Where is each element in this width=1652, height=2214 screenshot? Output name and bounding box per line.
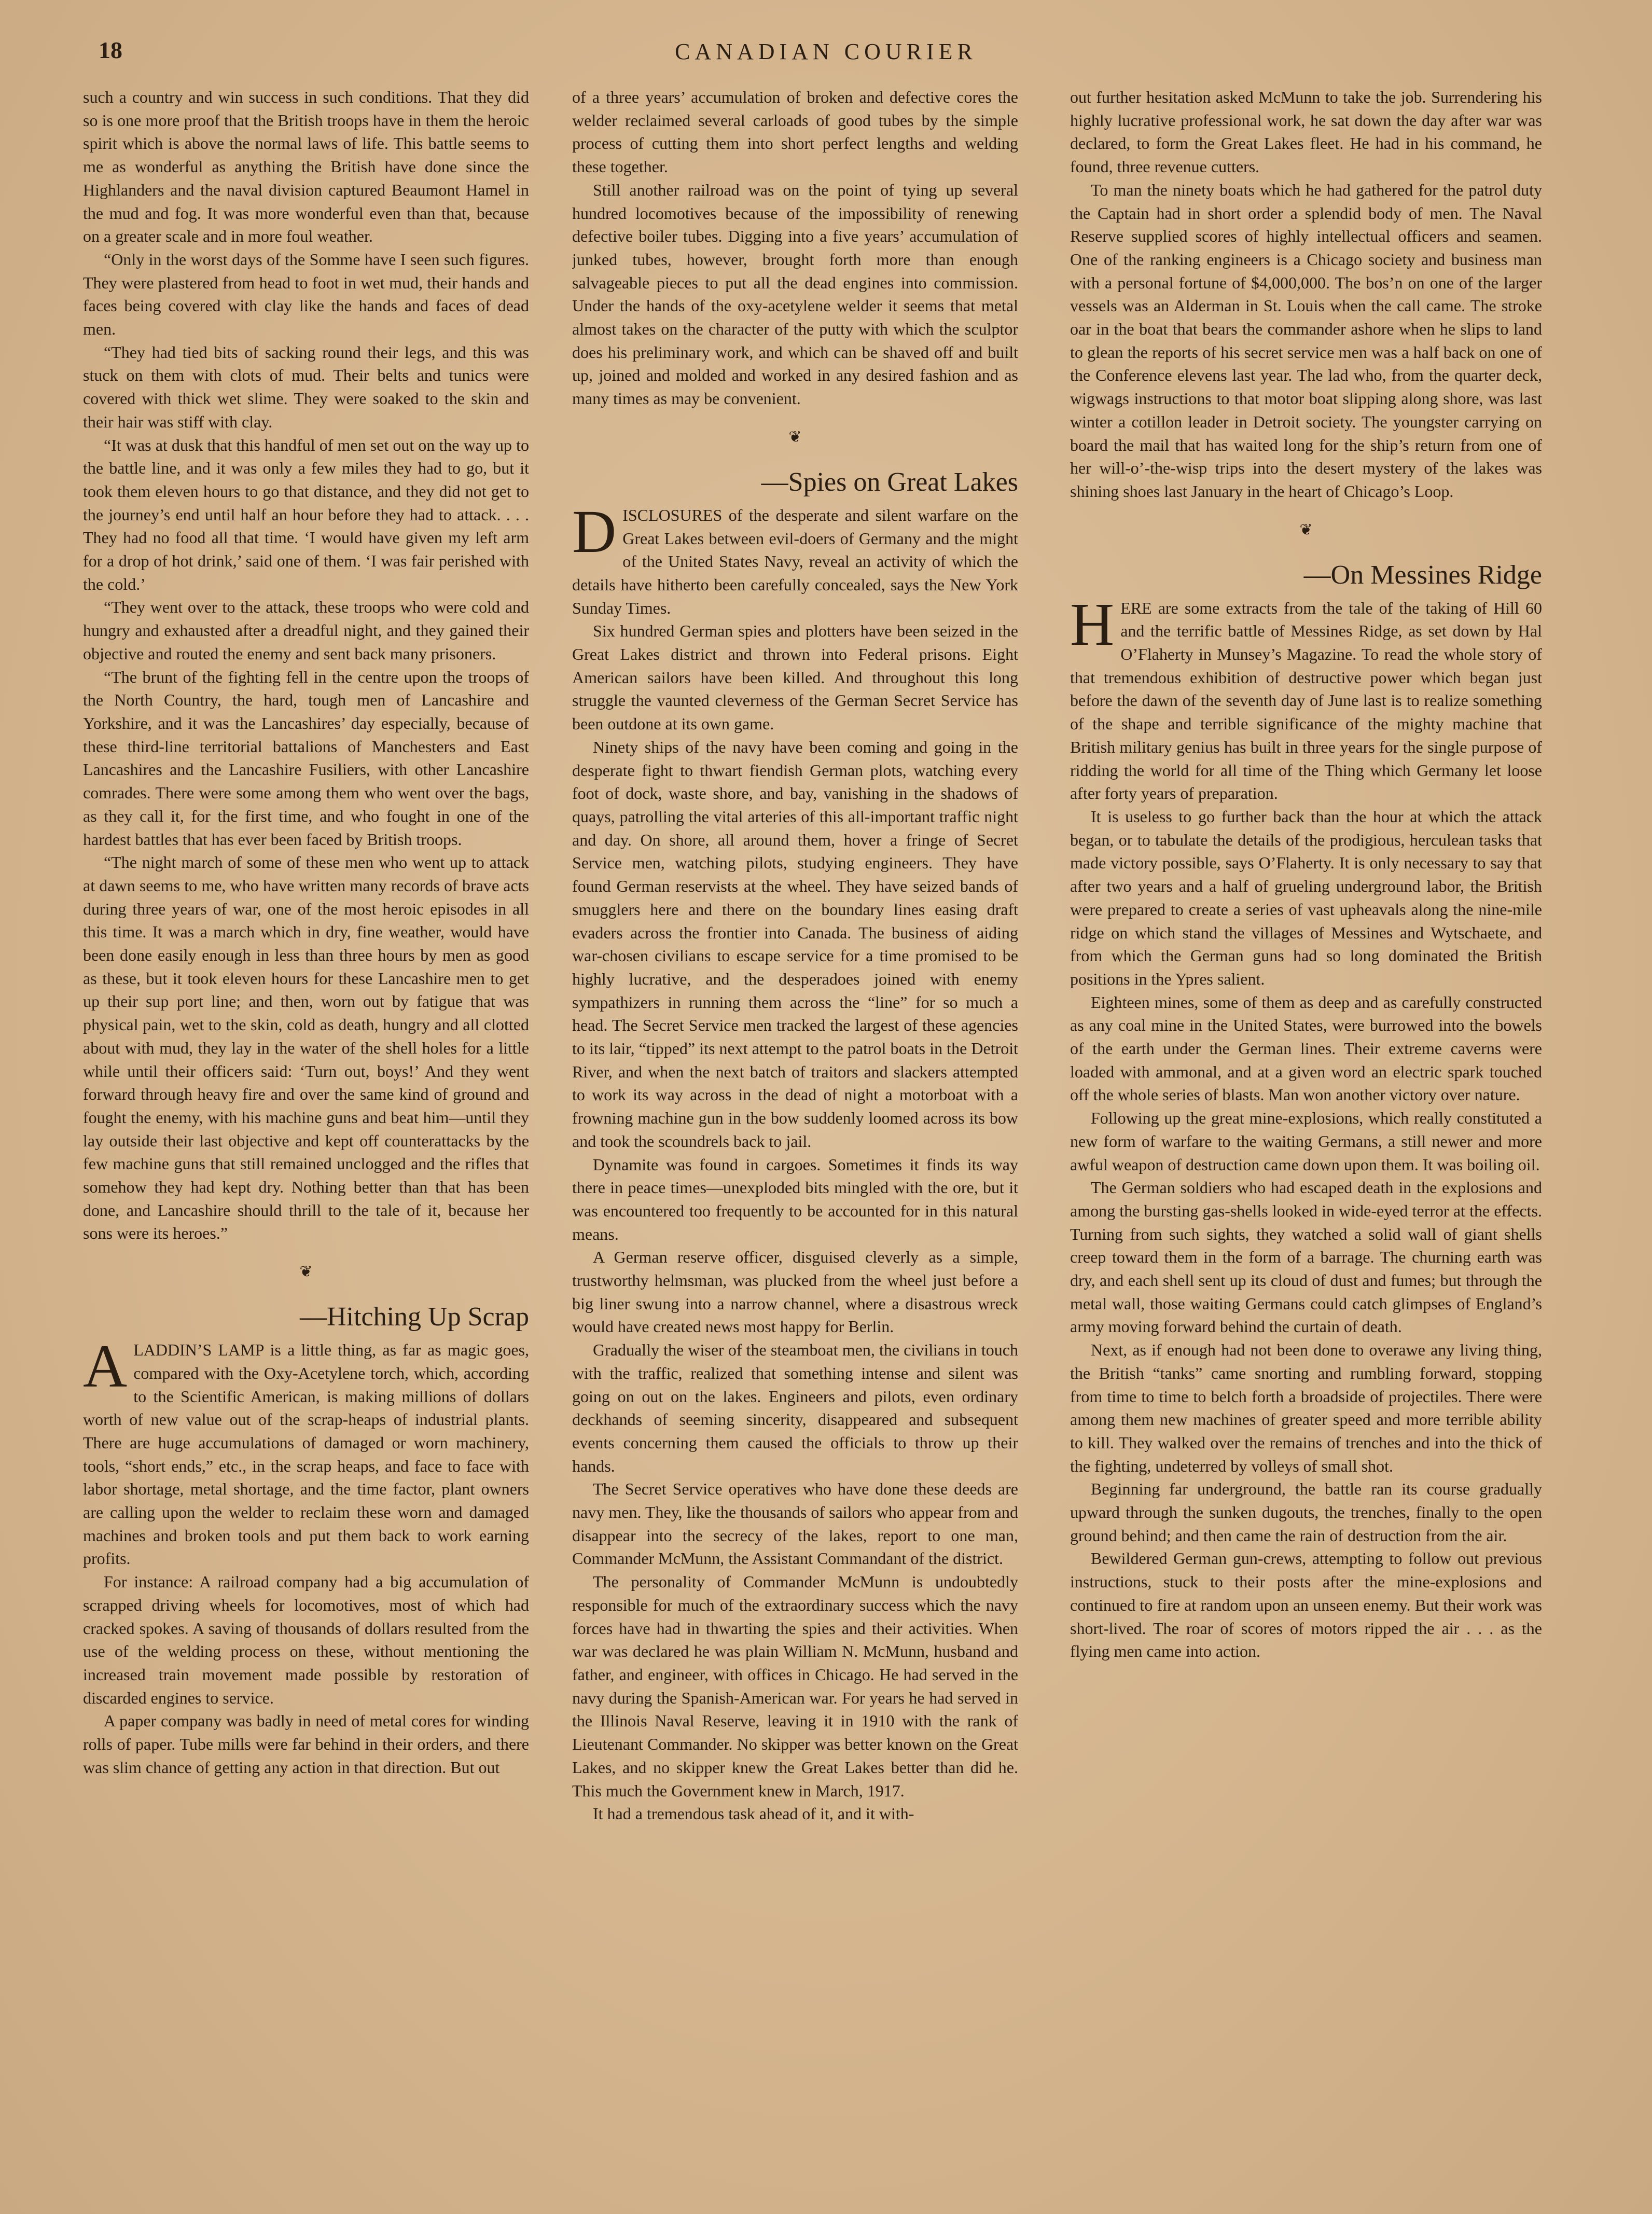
column-1: [83, 86, 529, 2140]
paragraph: Beginning far underground, the battle ran its course gradually upward through the sunken dugouts, the trenches, finally to the open ground behind; and then came the rain of destruction from the air.: [1070, 1479, 1542, 1545]
section-separator: ❦: [1299, 521, 1313, 538]
paragraph: out further hesitation asked McMunn to take the job. Surrendering his highly lucrative professional work, he sat down the day after war was declared, to form the Great Lakes fleet. He had in his command, he found, three revenue cutters.: [1070, 88, 1542, 176]
section-separator: ❦: [788, 428, 802, 446]
paragraph: Gradually the wiser of the steamboat men, the civilians in touch with the traffic, realized that something intense and silent was going on out on the lakes. Engineers and pilots, even ordinary deckhands of seeming sincerity, disappeared and subsequent events concerning them caused the officials to throw up their hands.: [572, 1340, 1018, 1475]
paragraph: such a country and win success in such conditions. That they did so is one more proof that the British troops have in them the heroic spirit which is above the normal laws of life. This battle seems to me as wonderful as anything the British have done since the Highlanders and the naval division captured Beaumont Hamel in the mud and fog. It was more wonderful even than that, because on a greater scale and in more foul weather.: [83, 88, 529, 246]
paragraph: Eighteen mines, some of them as deep and as carefully constructed as any coal mine in the United States, were burrowed into the bowels of the earth under the German lines. Their extreme caverns were loaded with ammonal, and at a given word an electric spark touched off the whole series of blasts. Man won another victory over nature.: [1070, 992, 1542, 1104]
paragraph: Dynamite was found in cargoes. Sometimes it finds its way there in peace times—unexploded bits mingled with the ore, but it was encountered too frequently to be accounted for in this natural means.: [572, 1155, 1018, 1243]
article-lead: [1070, 590, 1542, 805]
paragraph: “They had tied bits of sacking round their legs, and this was stuck on them with clots of mud. Their belts and tunics were covered with thick wet slime. They were soaked to the skin and their hair was stiff with clay.: [83, 342, 529, 431]
lead-text: ISCLOSURES of the desperate and silent warfare on the Great Lakes between evil-doers of Germany and the might of the United States Navy, reveal an activity of which the details have hitherto been carefully concealed, says the New York Sunday Times.: [572, 505, 1018, 617]
article-headline: —Spies on Great Lakes: [761, 467, 1018, 497]
page-number: 18: [99, 37, 122, 63]
paragraph: A paper company was badly in need of metal cores for winding rolls of paper. Tube mills were far behind in their orders, and there was slim chance of getting any action in that direction. But out: [83, 1711, 529, 1777]
paragraph: The personality of Commander McMunn is undoubtedly responsible for much of the extraordinary success which the navy forces have had in thwarting the spies and their activities. When war was declared he was plain William N. McMunn, husband and father, and engineer, with offices in Chicago. He had served in the navy during the Spanish-American war. For years he had served in the Illinois Naval Reserve, leaving it in 1910 with the rank of Lieutenant Commander. No skipper was better known on the Great Lakes, and no skipper knew the Great Lakes better than did he. This much the Government knew in March, 1917.: [572, 1572, 1018, 1800]
article-headline: —Hitching Up Scrap: [300, 1302, 529, 1332]
paragraph: It had a tremendous task ahead of it, and it with-: [593, 1804, 914, 1823]
paragraph: “It was at dusk that this handful of men set out on the way up to the battle line, and it was only a few miles they had to go, but it took them eleven hours to go that distance, and they did not get to the journey’s end until half an hour before they had to attack. . . . They had no food all that time. ‘I would have given my left arm for a drop of hot drink,’ said one of them. ‘I was fair perished with the cold.’: [83, 435, 529, 593]
paragraph: “Only in the worst days of the Somme have I seen such figures. They were plastered from head to foot in wet mud, their hands and faces being covered with clay like the hands and faces of dead men.: [83, 250, 529, 339]
paragraph: “The night march of some of these men who went up to attack at dawn seems to me, who have written many records of brave acts during three years of war, one of the most heroic episodes in all this time. It was a march which in dry, fine weather, would have been done easily enough in less than three hours by men as good as these, but it took eleven hours for these Lancashire men to get up their sup port line; and then, worn out by fatigue that was physical pain, wet to the skin, cold as death, hungry and all clotted about with mud, they lay in the water of the shell holes for a little while until their officers said: ‘Turn out, boys!’ And they went forward through heavy fire and over the same kind of ground and fought the enemy, with his machine guns and beat him—until they lay outside their last objective and kept off counterattacks by the few machine guns that still remained unclogged and the rifles that somehow they had kept dry. Nothing better than that has been done, and Lancashire should thrill to the tale of it, because her sons were its heroes.”: [83, 853, 529, 1243]
paragraph: Next, as if enough had not been done to overawe any living thing, the British “tanks” came snorting and rumbling forward, stopping from time to time to belch forth a broadside of projectiles. There were among them new machines of greater speed and more terrible ability to kill. They walked over the remains of trenches and into the thick of the fighting, undeterred by volleys of small shot.: [1070, 1340, 1542, 1475]
paragraph: Following up the great mine-explosions, which really constituted a new form of warfare to the waiting Germans, a still newer and more awful weapon of destruction came down upon them. It was boiling oil.: [1070, 1109, 1542, 1174]
paragraph: “The brunt of the fighting fell in the centre upon the troops of the North Country, the hard, tough men of Lancashire and Yorkshire, and it was the Lancashires’ day especially, because of these third-line territorial battalions of Manchesters and East Lancashires and the Lancashire Fusiliers, with other Lancashire comrades. There were some among them who went over the bags, as they call it, for the first time, and who fought in one of the hardest battles that has ever been faced by British troops.: [83, 667, 529, 849]
paragraph: Ninety ships of the navy have been coming and going in the desperate fight to thwart fiendish German plots, watching every foot of dock, waste shore, and bay, vanishing in the shadows of quays, patrolling the vital arteries of this all-important traffic night and day. On shore, all around them, hover a fringe of Secret Service men, watching pilots, studying engineers. They have found German reservists at the wheel. They have seized bands of smugglers here and there on the boundary lines easing draft evaders across the frontier into Canada. The business of aiding war-chosen civilians to escape service for a time promised to be highly lucrative, and the desperadoes joined with enemy sympathizers in running them across the “line” for so much a head. The Secret Service men tracked the largest of these agencies to its lair, “tipped” its next attempt to the patrol boats in the Detroit River, and when the next batch of traitors and slackers attempted to work its way across in the dead of night a motorboat with a frowning machine gun in the bow suddenly loomed across its bow and took the scoundrels back to jail.: [572, 737, 1018, 1151]
article-lead: [83, 1332, 529, 1570]
paragraph: The German soldiers who had escaped death in the explosions and among the bursting gas-shells looked in wide-eyed terror at the effects. Turning from such sights, they watched a solid wall of giant shells creep toward them in the form of a barrage. The churning earth was dry, and each shell sent up its cloud of dust and fumes; but through the metal wall, those waiting Germans could catch glimpses of England’s army moving forward behind the curtain of death.: [1070, 1178, 1542, 1336]
page-header: [99, 36, 1553, 73]
paragraph: Still another railroad was on the point of tying up several hundred locomotives because of the impossibility of renewing defective boiler tubes. Digging into a five years’ accumulation of junked tubes, however, brought forth more than enough salvageable pieces to put all the dead engines into commission. Under the hands of the oxy-acetylene welder it seems that metal almost takes on the character of the putty with which the sculptor does his preliminary work, and which can be shaved off and built up, joined and molded and worked in any desired fashion and as many times as may be convenient.: [572, 180, 1018, 408]
drop-cap: H: [1070, 590, 1115, 658]
drop-cap: D: [572, 497, 617, 565]
paragraph: Bewildered German gun-crews, attempting to follow out previous instructions, stuck to their posts after the mine-explosions and continued to fire at random upon an unseen enemy. But their work was short-lived. The roar of scores of motors ripped the air . . . as the flying men came into action.: [1070, 1549, 1542, 1661]
paragraph: A German reserve officer, disguised cleverly as a simple, trustworthy helmsman, was plucked from the wheel just before a big liner swung into a narrow channel, where a disastrous wreck would have created news most happy for Berlin.: [572, 1248, 1018, 1336]
paragraph: The Secret Service operatives who have done these deeds are navy men. They, like the thousands of sailors who appear from and disappear into the secrecy of the lakes, report to one man, Commander McMunn, the Assistant Commandant of the district.: [572, 1479, 1018, 1568]
article-headline: —On Messines Ridge: [1303, 560, 1542, 590]
column-3: [1070, 86, 1542, 2140]
paragraph: For instance: A railroad company had a big accumulation of scrapped driving wheels for locomotives, most of which had cracked spokes. A saving of thousands of dollars resulted from the use of the welding process on these, without mentioning the increased train movement made possible by restoration of discarded engines to service.: [83, 1572, 529, 1707]
article-lead: [572, 497, 1018, 620]
paragraph: To man the ninety boats which he had gathered for the patrol duty the Captain had in short order a splendid body of men. The Naval Reserve supplied scores of highly intellectual officers and seamen. One of the ranking engineers is a Chicago society and business man with a personal fortune of $4,000,000. The bos’n on one of the larger vessels was an Alderman in St. Louis when the call came. The stroke oar in the boat that bears the commander ashore when he slips to land to glean the reports of his secret service men was a half back on one of the Conference elevens last year. The lad who, from the quarter deck, wigwags instructions to that motor boat slipping along shore, was last winter a cotillon leader in Detroit society. The youngster carrying on board the mail that has waited long for the ship’s return from one of her will-o’-the-wisp trips into the desert mystery of the lakes was shining shoes last January in the heart of Chicago’s Loop.: [1070, 180, 1542, 501]
paragraph: It is useless to go further back than the hour at which the attack began, or to tabulate the details of the prodigious, herculean tasks that made victory possible, says O’Flaherty. It is only necessary to say that after two years and a half of grueling underground labor, the British were prepared to create a series of vast upheavals along the nine-mile ridge on which stand the villages of Messines and Wytschaete, and from which the German guns had so long dominated the British positions in the Ypres salient.: [1070, 807, 1542, 988]
paragraph: “They went over to the attack, these troops who were cold and hungry and exhausted after a dreadful night, and they gained their objective and routed the enemy and sent back many prisoners.: [83, 598, 529, 663]
section-separator: ❦: [299, 1263, 313, 1281]
lead-text: LADDIN’S LAMP is a little thing, as far as magic goes, compared with the Oxy-Acetylene torch, which, according to the Scientific American, is making millions of dollars worth of new value out of the scrap-heaps of industrial plants. There are huge accumulations of damaged or worn machinery, tools, “short ends,” etc., in the scrap heaps, and face to face with labor shortage, metal shortage, and the time factor, plant owners are calling upon the welder to reclaim these worn and damaged machines and broken tools and put them back to work earning profits.: [83, 1340, 529, 1568]
lead-text: ERE are some extracts from the tale of the taking of Hill 60 and the terrific battle of Messines Ridge, as set down by Hal O’Flaherty in Munsey’s Magazine. To read the whole story of that tremendous exhibition of destructive power which began just before the dawn of the seventh day of June last is to realize something of the shape and terrible significance of the mighty machine that British military genius has built in three years for the single purpose of ridding the world for all time of the Thing which Germany let loose after forty years of preparation.: [1070, 598, 1542, 803]
running-head: CANADIAN COURIER: [675, 39, 977, 64]
drop-cap: A: [83, 1332, 128, 1401]
paragraph: of a three years’ accumulation of broken and defective cores the welder reclaimed several carloads of good tubes by the simple process of cutting them into short perfect lengths and welding these together.: [572, 88, 1018, 176]
column-2: [572, 86, 1018, 2140]
paragraph: Six hundred German spies and plotters have been seized in the Great Lakes district and thrown into Federal prisons. Eight American sailors have been killed. And throughout this long struggle the vaunted cleverness of the German Secret Service has been outdone at its own game.: [572, 621, 1018, 734]
